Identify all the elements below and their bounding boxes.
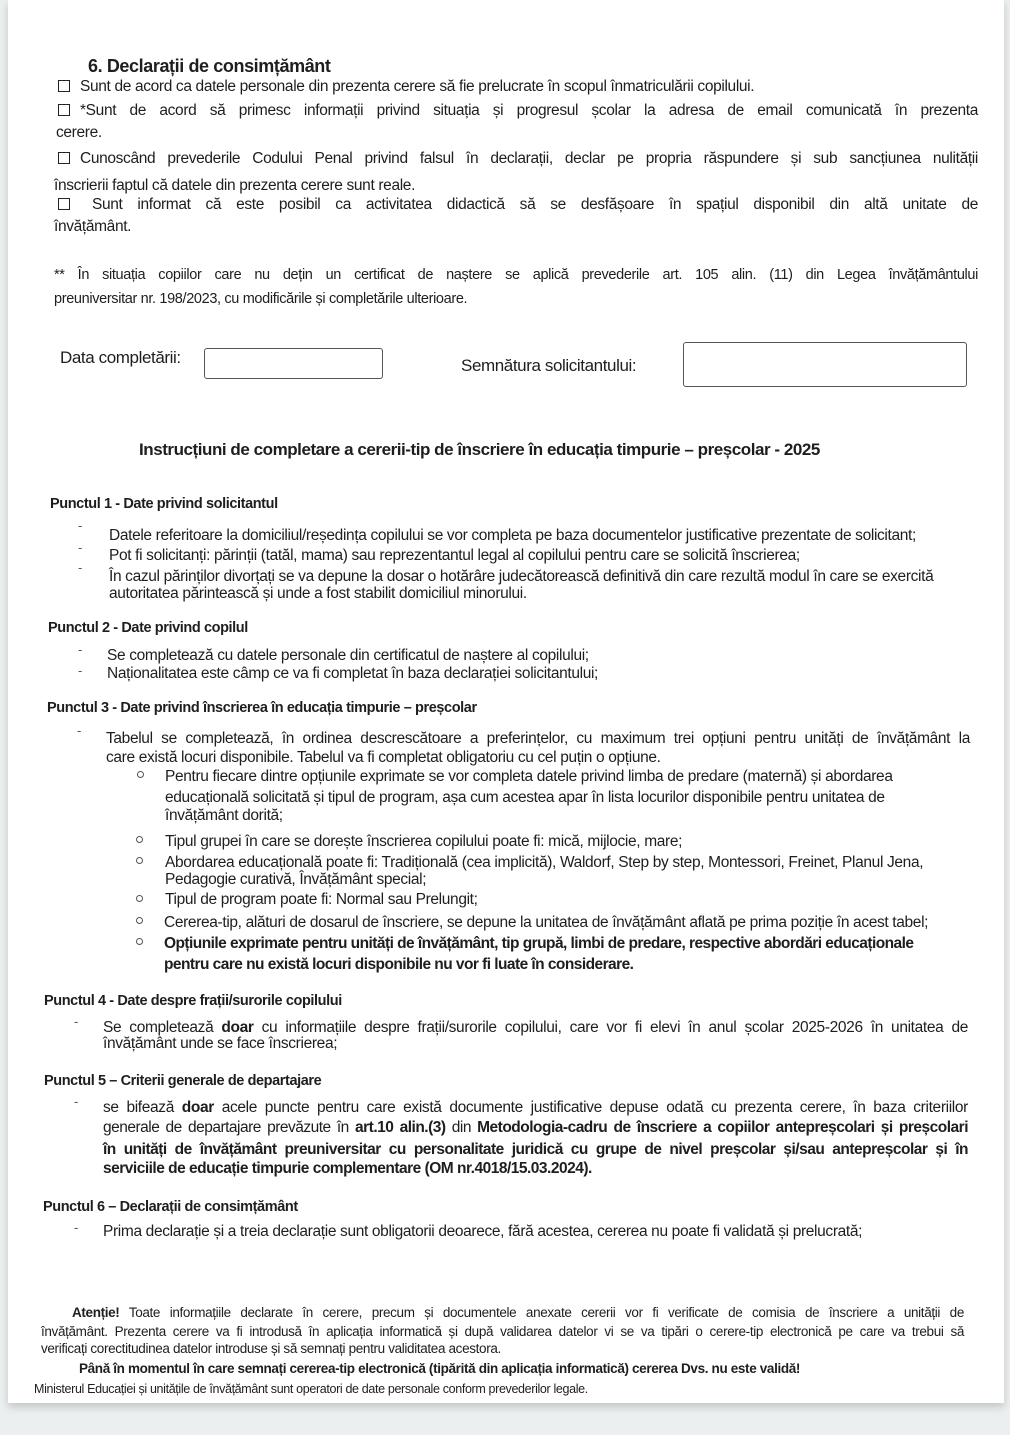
point-1-item-2: Pot fi solicitanți: părinții (tatăl, mama) sau reprezentantul legal al copilului pentru care se solicită înscrierea; bbox=[109, 547, 800, 564]
point-5-item-line-2: generale de departajare prevăzute în art.10 alin.(3) din Metodologia-cadru de înscriere a copiilor antepreșcolari și preșcolari bbox=[103, 1119, 969, 1136]
point-6-heading: Punctul 6 – Declarații de consimțământ bbox=[43, 1199, 298, 1215]
point-1-item-3-line-2: autoritatea părintească și unde a fost stabilit domiciliul minorului. bbox=[109, 585, 527, 602]
attention-line-1: Atenție! Toate informațiile declarate în cerere, precum și documentele anexate cererii vor fi verificate de comisia de înscriere a unității de bbox=[72, 1305, 964, 1320]
checkbox-consent-1[interactable] bbox=[58, 80, 70, 92]
circle-bullet-icon bbox=[136, 895, 143, 902]
attention-line-3: verificați corectitudinea datelor introduse și să semnați pentru validitatea acestora. bbox=[41, 1341, 501, 1356]
point-2-item-1: Se completează cu datele personale din certificatul de naștere al copilului; bbox=[107, 647, 589, 664]
dash-bullet-icon: - bbox=[78, 642, 83, 657]
consent-item-1: Sunt de acord ca datele personale din prezenta cerere să fie prelucrate în scopul înmatriculării copilului. bbox=[58, 77, 754, 96]
note-line-1: ** În situația copiilor care nu dețin un certificat de naștere se aplică prevederile art. 105 alin. (11) din Legea învățământului bbox=[54, 267, 978, 283]
dash-bullet-icon: - bbox=[74, 1220, 79, 1235]
dash-bullet-icon: - bbox=[78, 518, 83, 533]
point-3-sub-1-line-1: Pentru fiecare dintre opțiunile exprimate se vor completa datele privind limba de predare (maternă) și abordarea bbox=[165, 768, 893, 785]
point-3-item-1-line-1: Tabelul se completează, în ordinea descrescătoare a preferințelor, cu maximum trei opțiuni pentru unități de învățământ la bbox=[106, 730, 970, 747]
dash-bullet-icon: - bbox=[78, 540, 83, 555]
point-1-item-3-line-1: În cazul părinților divorțați se va depune la dosar o hotărâre judecătorească definitivă din care rezultă modul în care se exercită bbox=[109, 568, 934, 585]
checkbox-consent-2[interactable] bbox=[58, 104, 70, 116]
point-5-item-line-4: serviciile de educație timpurie complementare (OM nr.4018/15.03.2024). bbox=[103, 1160, 592, 1177]
note-line-2: preuniversitar nr. 198/2023, cu modificările și completările ulterioare. bbox=[54, 291, 468, 307]
point-4-item-line-1: Se completează doar cu informațiile despre frații/surorile copilului, care vor fi elevi în anul școlar 2025-2026 în unitatea de bbox=[103, 1019, 968, 1036]
point-3-sub-6-line-2: pentru care nu există locuri disponibile nu vor fi luate în considerare. bbox=[164, 956, 634, 973]
point-5-item-line-1: se bifează doar acele puncte pentru care există documente justificative depuse odată cu prezenta cerere, în baza criteriilor bbox=[103, 1099, 968, 1116]
point-6-item-1: Prima declarație și a treia declarație sunt obligatorii deoarece, fără acestea, cererea nu poate fi validată și prelucrată; bbox=[103, 1223, 863, 1240]
date-field[interactable] bbox=[204, 348, 383, 379]
point-3-heading: Punctul 3 - Date privind înscrierea în educația timpurie – preșcolar bbox=[47, 700, 477, 716]
point-3-item-1-line-2: care există locuri disponibile. Tabelul va fi completat obligatoriu cu cel puțin o opțiune. bbox=[106, 749, 661, 766]
consent-item-3-line-1: Cunoscând prevederile Codului Penal privind falsul în declarații, declar pe propria răspundere și sub sancțiunea nulității bbox=[58, 149, 978, 168]
circle-bullet-icon bbox=[136, 917, 143, 924]
point-2-item-2: Naționalitatea este câmp ce va fi completat în baza declarației solicitantului; bbox=[107, 665, 599, 682]
dash-bullet-icon: - bbox=[74, 1094, 79, 1109]
circle-bullet-icon bbox=[136, 857, 143, 864]
validity-warning: Până în momentul în care semnați cererea-tip electronică (tipărită din aplicația informatică) cererea Dvs. nu este validă! bbox=[79, 1361, 801, 1376]
dash-bullet-icon: - bbox=[77, 723, 82, 738]
dash-bullet-icon: - bbox=[78, 560, 83, 575]
point-3-sub-2: Tipul grupei în care se dorește înscrierea copilului poate fi: mică, mijlocie, mare; bbox=[165, 833, 683, 850]
point-5-heading: Punctul 5 – Criterii generale de departajare bbox=[44, 1073, 322, 1089]
point-1-item-1: Datele referitoare la domiciliul/reședința copilului se vor completa pe baza documentelor justificative prezentate de solicitant; bbox=[109, 527, 916, 544]
point-3-sub-1-line-3: învățământ dorită; bbox=[165, 807, 283, 824]
circle-bullet-icon bbox=[137, 771, 144, 778]
signature-label: Semnătura solicitantului: bbox=[461, 356, 637, 375]
section-6-title: 6. Declarații de consimțământ bbox=[88, 56, 331, 76]
circle-bullet-icon bbox=[136, 836, 143, 843]
checkbox-consent-4[interactable] bbox=[58, 198, 70, 210]
point-4-item-line-2: învățământ unde se face înscrierea; bbox=[103, 1035, 338, 1052]
point-3-sub-6-line-1: Opțiunile exprimate pentru unități de învățământ, tip grupă, limbi de predare, respective abordări educaționale bbox=[164, 935, 914, 952]
attention-line-2: învățământ. Prezenta cerere va fi introdusă în aplicația informatică și după validarea datelor vi se va tipări o cerere-tip electronică pe care va trebui să bbox=[41, 1324, 964, 1339]
point-3-sub-4: Tipul de program poate fi: Normal sau Prelungit; bbox=[165, 891, 478, 908]
signature-field[interactable] bbox=[683, 342, 967, 387]
point-2-heading: Punctul 2 - Date privind copilul bbox=[48, 620, 248, 636]
dash-bullet-icon: - bbox=[78, 663, 83, 678]
consent-item-3-line-2: înscrierii faptul că datele din prezenta cerere sunt reale. bbox=[54, 177, 416, 194]
point-3-sub-3-line-1: Abordarea educațională poate fi: Tradițională (cea implicită), Waldorf, Step by step, Montessori, Freinet, Planul Jena, bbox=[165, 854, 924, 871]
consent-item-4-line-2: învățământ. bbox=[54, 218, 132, 235]
dash-bullet-icon: - bbox=[74, 1014, 79, 1029]
consent-item-2-line-1: *Sunt de acord să primesc informații privind situația și progresul școlar la adresa de email comunicată în prezenta bbox=[58, 101, 978, 120]
point-5-item-line-3: în unități de învățământ preuniversitar cu personalitate juridică cu grupe de nivel preșcolar și/sau antepreșcolar și în bbox=[103, 1141, 968, 1158]
document-page bbox=[8, 0, 1004, 1403]
date-label: Data completării: bbox=[60, 348, 181, 367]
point-3-sub-3-line-2: Pedagogie curativă, Învățământ special; bbox=[165, 871, 427, 888]
consent-item-2-line-2: cerere. bbox=[56, 124, 102, 141]
ministry-note: Ministerul Educației și unitățile de învățământ sunt operatori de date personale conform prevederilor legale. bbox=[34, 1382, 588, 1396]
circle-bullet-icon bbox=[136, 938, 143, 945]
checkbox-consent-3[interactable] bbox=[58, 152, 70, 164]
instructions-title: Instrucțiuni de completare a cererii-tip de înscriere în educația timpurie – preșcolar - 2025 bbox=[139, 440, 820, 459]
point-1-heading: Punctul 1 - Date privind solicitantul bbox=[50, 496, 278, 512]
point-3-sub-5: Cererea-tip, alături de dosarul de înscriere, se depune la unitatea de învățământ aflată pe prima poziție în acest tabel; bbox=[164, 914, 929, 931]
consent-item-4-line-1: Sunt informat că este posibil ca activitatea didactică să se desfășoare în spațiul disponibil din altă unitate de bbox=[58, 195, 978, 214]
point-4-heading: Punctul 4 - Date despre frații/surorile copilului bbox=[44, 993, 342, 1009]
point-3-sub-1-line-2: educațională solicitată și tipul de program, așa cum acestea apar în lista locurilor disponibile pentru unitatea de bbox=[165, 789, 885, 806]
